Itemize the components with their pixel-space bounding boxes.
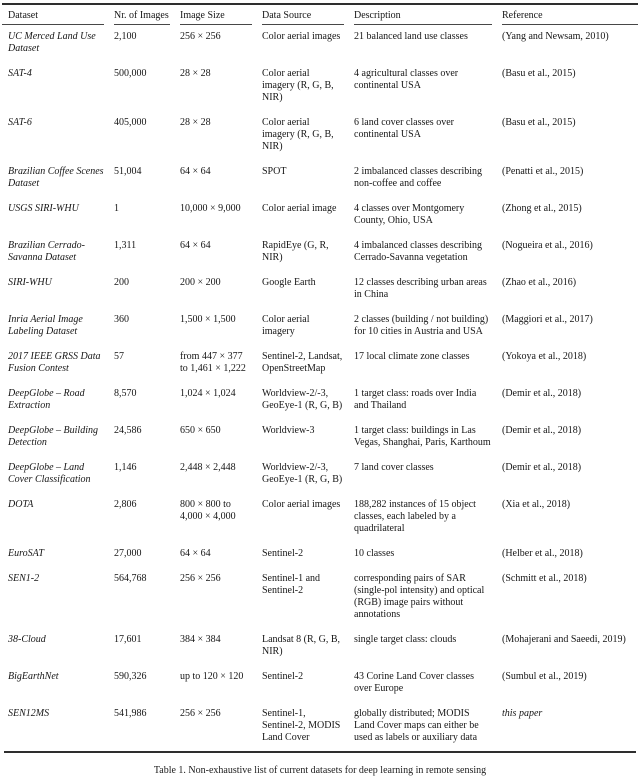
- nr-of-images-cell: 360: [114, 314, 129, 325]
- nr-of-images-cell: 17,601: [114, 634, 142, 645]
- table-row: [2, 493, 638, 542]
- dataset-name-cell: Inria Aerial Image Labeling Dataset: [8, 314, 83, 337]
- table-row: [2, 702, 638, 751]
- data-source-cell: Color aerial images: [262, 499, 341, 510]
- image-size-cell: 800 × 800 to 4,000 × 4,000: [180, 499, 236, 522]
- table-row: [2, 234, 638, 271]
- column-header-data-source: Data Source: [262, 5, 354, 25]
- table-row: [2, 567, 638, 628]
- description-cell: single target class: clouds: [354, 634, 457, 645]
- reference-cell: (Xia et al., 2018): [502, 499, 571, 510]
- description-cell: 12 classes describing urban areas in China: [354, 277, 487, 300]
- dataset-name-cell: Brazilian Coffee Scenes Dataset: [8, 166, 104, 189]
- image-size-cell: 28 × 28: [180, 68, 211, 79]
- column-header-nr-of-images: Nr. of Images: [114, 5, 180, 25]
- description-cell: 4 classes over Montgomery County, Ohio, USA: [354, 203, 465, 226]
- dataset-name-cell: DeepGlobe – Land Cover Classification: [8, 462, 91, 485]
- image-size-cell: 28 × 28: [180, 117, 211, 128]
- dataset-name-cell: DeepGlobe – Road Extraction: [8, 388, 85, 411]
- image-size-cell: 1,500 × 1,500: [180, 314, 236, 325]
- reference-cell: (Demir et al., 2018): [502, 388, 582, 399]
- description-cell: 21 balanced land use classes: [354, 31, 468, 42]
- image-size-cell: up to 120 × 120: [180, 671, 244, 682]
- table-row: [2, 160, 638, 197]
- table-row: [2, 542, 638, 567]
- description-cell: 43 Corine Land Cover classes over Europe: [354, 671, 474, 694]
- image-size-cell: 1,024 × 1,024: [180, 388, 236, 399]
- image-size-cell: 64 × 64: [180, 548, 211, 559]
- nr-of-images-cell: 541,986: [114, 708, 147, 719]
- table-bottom-rule: [4, 751, 636, 753]
- data-source-cell: Google Earth: [262, 277, 316, 288]
- dataset-name-cell: SEN12MS: [8, 708, 50, 719]
- image-size-cell: 256 × 256: [180, 31, 221, 42]
- description-cell: 10 classes: [354, 548, 395, 559]
- description-cell: 1 target class: roads over India and Thailand: [354, 388, 477, 411]
- dataset-name-cell: USGS SIRI-WHU: [8, 203, 79, 214]
- dataset-name-cell: DOTA: [8, 499, 34, 510]
- dataset-name-cell: 38-Cloud: [8, 634, 46, 645]
- table-row: [2, 345, 638, 382]
- data-source-cell: Sentinel-1, Sentinel-2, MODIS Land Cover: [262, 708, 341, 743]
- description-cell: globally distributed; MODIS Land Cover maps can either be used as labels or auxiliary data: [354, 708, 479, 743]
- data-source-cell: Color aerial imagery (R, G, B, NIR): [262, 68, 334, 103]
- dataset-name-cell: SAT-6: [8, 117, 32, 128]
- data-source-cell: Worldview-3: [262, 425, 315, 436]
- reference-cell: (Yang and Newsam, 2010): [502, 31, 609, 42]
- table-row: [2, 271, 638, 308]
- description-cell: 1 target class: buildings in Las Vegas, Shanghai, Paris, Karthoum: [354, 425, 491, 448]
- data-source-cell: Color aerial image: [262, 203, 337, 214]
- column-header-description: Description: [354, 5, 502, 25]
- reference-cell: (Penatti et al., 2015): [502, 166, 584, 177]
- header-row: [2, 5, 638, 25]
- nr-of-images-cell: 1,146: [114, 462, 137, 473]
- data-source-cell: Sentinel-2, Landsat, OpenStreetMap: [262, 351, 343, 374]
- description-cell: 4 imbalanced classes describing Cerrado-Savanna vegetation: [354, 240, 483, 263]
- dataset-name-cell: BigEarthNet: [8, 671, 59, 682]
- description-cell: 7 land cover classes: [354, 462, 434, 473]
- table-caption: Table 1. Non-exhaustive list of current datasets for deep learning in remote sensing: [153, 765, 487, 776]
- dataset-name-cell: DeepGlobe – Building Detection: [8, 425, 98, 448]
- reference-cell: (Mohajerani and Saeedi, 2019): [502, 634, 626, 645]
- data-source-cell: SPOT: [262, 166, 287, 177]
- data-source-cell: Worldview-2/-3, GeoEye-1 (R, G, B): [262, 388, 343, 411]
- table-row: [2, 628, 638, 665]
- image-size-cell: 256 × 256: [180, 573, 221, 584]
- reference-cell: (Zhao et al., 2016): [502, 277, 577, 288]
- image-size-cell: 384 × 384: [180, 634, 221, 645]
- nr-of-images-cell: 27,000: [114, 548, 142, 559]
- nr-of-images-cell: 51,004: [114, 166, 142, 177]
- reference-cell: (Demir et al., 2018): [502, 425, 582, 436]
- table-body: [2, 25, 638, 751]
- table-row: [2, 665, 638, 702]
- dataset-name-cell: Brazilian Cerrado-Savanna Dataset: [8, 240, 85, 263]
- nr-of-images-cell: 564,768: [114, 573, 147, 584]
- description-cell: 2 classes (building / not building) for 10 cities in Austria and USA: [354, 314, 489, 337]
- reference-cell: (Yokoya et al., 2018): [502, 351, 587, 362]
- reference-cell: (Zhong et al., 2015): [502, 203, 582, 214]
- description-cell: 188,282 instances of 15 object classes, each labeled by a quadrilateral: [354, 499, 476, 534]
- data-source-cell: Color aerial imagery: [262, 314, 310, 337]
- data-source-cell: Sentinel-2: [262, 548, 304, 559]
- reference-cell: (Basu et al., 2015): [502, 117, 576, 128]
- dataset-name-cell: SIRI-WHU: [8, 277, 52, 288]
- description-cell: 6 land cover classes over continental USA: [354, 117, 454, 140]
- image-size-cell: from 447 × 377 to 1,461 × 1,222: [180, 351, 246, 374]
- reference-cell: (Nogueira et al., 2016): [502, 240, 593, 251]
- table-row: [2, 62, 638, 111]
- description-cell: 4 agricultural classes over continental USA: [354, 68, 459, 91]
- table-row: [2, 419, 638, 456]
- reference-cell: (Maggiori et al., 2017): [502, 314, 593, 325]
- datasets-table: [2, 3, 638, 751]
- nr-of-images-cell: 1,311: [114, 240, 137, 251]
- image-size-cell: 64 × 64: [180, 166, 211, 177]
- data-source-cell: Landsat 8 (R, G, B, NIR): [262, 634, 341, 657]
- image-size-cell: 200 × 200: [180, 277, 221, 288]
- image-size-cell: 64 × 64: [180, 240, 211, 251]
- table-row: [2, 197, 638, 234]
- column-header-reference: Reference: [502, 5, 638, 25]
- data-source-cell: Sentinel-2: [262, 671, 304, 682]
- nr-of-images-cell: 1: [114, 203, 119, 214]
- reference-cell: (Schmitt et al., 2018): [502, 573, 587, 584]
- nr-of-images-cell: 500,000: [114, 68, 147, 79]
- description-cell: 2 imbalanced classes describing non-coffee and coffee: [354, 166, 483, 189]
- data-source-cell: Sentinel-1 and Sentinel-2: [262, 573, 321, 596]
- dataset-name-cell: SEN1-2: [8, 573, 40, 584]
- reference-cell: this paper: [502, 708, 543, 719]
- image-size-cell: 10,000 × 9,000: [180, 203, 241, 214]
- description-cell: 17 local climate zone classes: [354, 351, 470, 362]
- dataset-name-cell: UC Merced Land Use Dataset: [8, 31, 96, 54]
- nr-of-images-cell: 8,570: [114, 388, 137, 399]
- data-source-cell: Worldview-2/-3, GeoEye-1 (R, G, B): [262, 462, 343, 485]
- reference-cell: (Demir et al., 2018): [502, 462, 582, 473]
- image-size-cell: 2,448 × 2,448: [180, 462, 236, 473]
- data-source-cell: Color aerial imagery (R, G, B, NIR): [262, 117, 334, 152]
- table-row: [2, 456, 638, 493]
- dataset-name-cell: EuroSAT: [8, 548, 44, 559]
- dataset-name-cell: 2017 IEEE GRSS Data Fusion Contest: [8, 351, 101, 374]
- dataset-name-cell: SAT-4: [8, 68, 32, 79]
- reference-cell: (Helber et al., 2018): [502, 548, 583, 559]
- table-row: [2, 25, 638, 62]
- nr-of-images-cell: 590,326: [114, 671, 147, 682]
- table-row: [2, 382, 638, 419]
- column-header-dataset: Dataset: [2, 5, 114, 25]
- image-size-cell: 256 × 256: [180, 708, 221, 719]
- description-cell: corresponding pairs of SAR (single-pol intensity) and optical (RGB) image pairs without annotations: [354, 573, 485, 620]
- reference-cell: (Sumbul et al., 2019): [502, 671, 587, 682]
- nr-of-images-cell: 57: [114, 351, 124, 362]
- image-size-cell: 650 × 650: [180, 425, 221, 436]
- data-source-cell: Color aerial images: [262, 31, 341, 42]
- column-header-image-size: Image Size: [180, 5, 262, 25]
- data-source-cell: RapidEye (G, R, NIR): [262, 240, 329, 263]
- table-row: [2, 308, 638, 345]
- reference-cell: (Basu et al., 2015): [502, 68, 576, 79]
- nr-of-images-cell: 2,806: [114, 499, 137, 510]
- nr-of-images-cell: 2,100: [114, 31, 137, 42]
- table-row: [2, 111, 638, 160]
- nr-of-images-cell: 405,000: [114, 117, 147, 128]
- nr-of-images-cell: 24,586: [114, 425, 142, 436]
- nr-of-images-cell: 200: [114, 277, 129, 288]
